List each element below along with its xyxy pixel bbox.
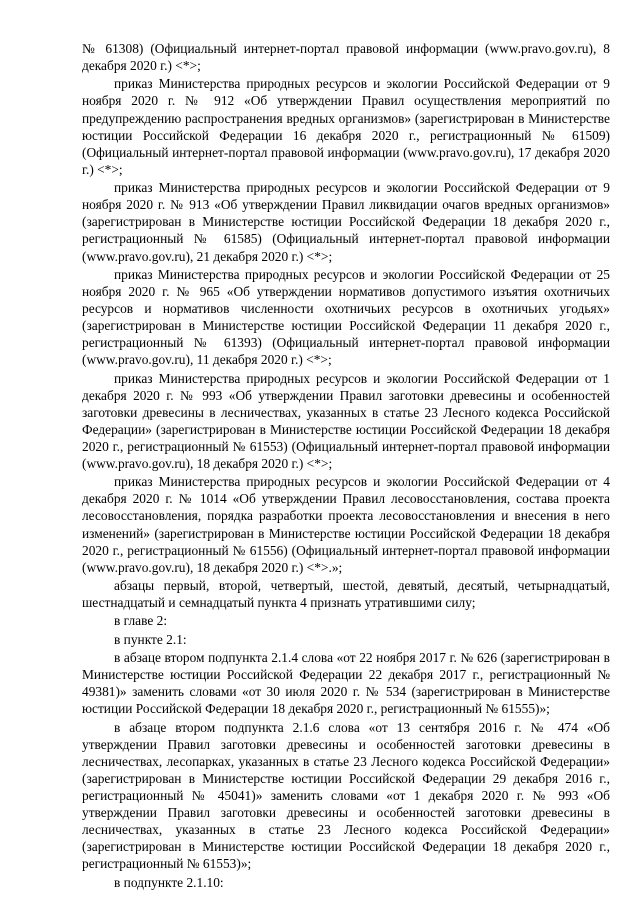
paragraph-order-913: приказ Министерства природных ресурсов и экологии Российской Федерации от 9 ноября 2020 г. № 913 «Об утверждении Правил ликвидации очагов вредных организмов» (зарегистрирован в Министерстве юстиции Российской Федерации 18 декабря 2020 г., регистрационный № 61585) (Официальный интернет-портал правовой информации (www.pravo.gov.ru), 21 декабря 2020 г.) <*>; [82, 180, 610, 264]
paragraph-order-1014: приказ Министерства природных ресурсов и экологии Российской Федерации от 4 декабря 2020 г. № 1014 «Об утверждении Правил лесовосстановления, состава проекта лесовосстановления, порядка разработки проекта лесовосстановления и внесения в него изменений» (зарегистрирован в Министерстве юстиции Российской Федерации 18 декабря 2020 г., регистрационный № 61556) (Официальный интернет-портал правовой информации (www.pravo.gov.ru), 18 декабря 2020 г.) <*>.»; [82, 474, 610, 575]
paragraph-subpoint-2-1-10: в подпункте 2.1.10: [114, 874, 224, 890]
paragraph-chapter-2: в главе 2: [114, 613, 168, 629]
paragraph-subpoint-2-1-4: в абзаце втором подпункта 2.1.4 слова «от 22 ноября 2017 г. № 626 (зарегистрирован в Министерстве юстиции Российской Федерации 22 декабря 2017 г., регистрационный № 49381)» заменить словами «от 30 июля 2020 г. № 534 (зарегистрирован в Министерстве юстиции Российской Федерации 18 декабря 2020 г., регистрационный № 61555)»; [82, 649, 610, 717]
document-page [82, 40, 610, 892]
paragraph-1-continuation: № 61308) (Официальный интернет-портал правовой информации (www.pravo.gov.ru), 8 декабря 2020 г.) <*>; [82, 41, 610, 74]
paragraph-order-965: приказ Министерства природных ресурсов и экологии Российской Федерации от 25 ноября 2020 г. № 965 «Об утверждении нормативов допустимого изъятия охотничьих ресурсов и нормативов численности охотничьих ресурсов в охотничьих угодьях» (зарегистрирован в Министерстве юстиции Российской Федерации 11 декабря 2020 г., регистрационный № 61393) (Официальный интернет-портал правовой информации (www.pravo.gov.ru), 11 декабря 2020 г.) <*>; [82, 266, 610, 368]
paragraph-order-993: приказ Министерства природных ресурсов и экологии Российской Федерации от 1 декабря 2020 г. № 993 «Об утверждении Правил заготовки древесины и особенностей заготовки древесины в лесничествах, указанных в статье 23 Лесного кодекса Российской Федерации» (зарегистрирован в Министерстве юстиции Российской Федерации 18 декабря 2020 г., регистрационный № 61553) (Официальный интернет-портал правовой информации (www.pravo.gov.ru), 18 декабря 2020 г.) <*>; [82, 370, 610, 471]
paragraph-order-912: приказ Министерства природных ресурсов и экологии Российской Федерации от 9 ноября 2020 г. № 912 «Об утверждении Правил осуществления мероприятий по предупреждению распространения вредных организмов» (зарегистрирован в Министерстве юстиции Российской Федерации 16 декабря 2020 г., регистрационный № 61509) (Официальный интернет-портал правовой информации (www.pravo.gov.ru), 17 декабря 2020 г.) <*>; [82, 76, 610, 177]
paragraph-subpoint-2-1-6: в абзаце втором подпункта 2.1.6 слова «от 13 сентября 2016 г. № 474 «Об утверждении Правил заготовки древесины и особенностей заготовки древесины в лесничествах, лесопарках, указанных в статье 23 Лесного кодекса Российской Федерации» (зарегистрирован в Министерстве юстиции Российской Федерации 29 декабря 2016 г., регистрационный № 45041)» заменить словами «от 1 декабря 2020 г. № 993 «Об утверждении Правил заготовки древесины и особенностей заготовки древесины в лесничествах, указанных в статье 23 Лесного кодекса Российской Федерации» (зарегистрирован в Министерстве юстиции Российской Федерации 18 декабря 2020 г., регистрационный № 61553)»; [82, 719, 610, 872]
paragraph-point-2-1: в пункте 2.1: [114, 631, 187, 647]
paragraph-repeal-clause-4: абзацы первый, второй, четвертый, шестой, девятый, десятый, четырнадцатый, шестнадцатый и семнадцатый пункта 4 признать утратившими силу; [82, 578, 610, 611]
